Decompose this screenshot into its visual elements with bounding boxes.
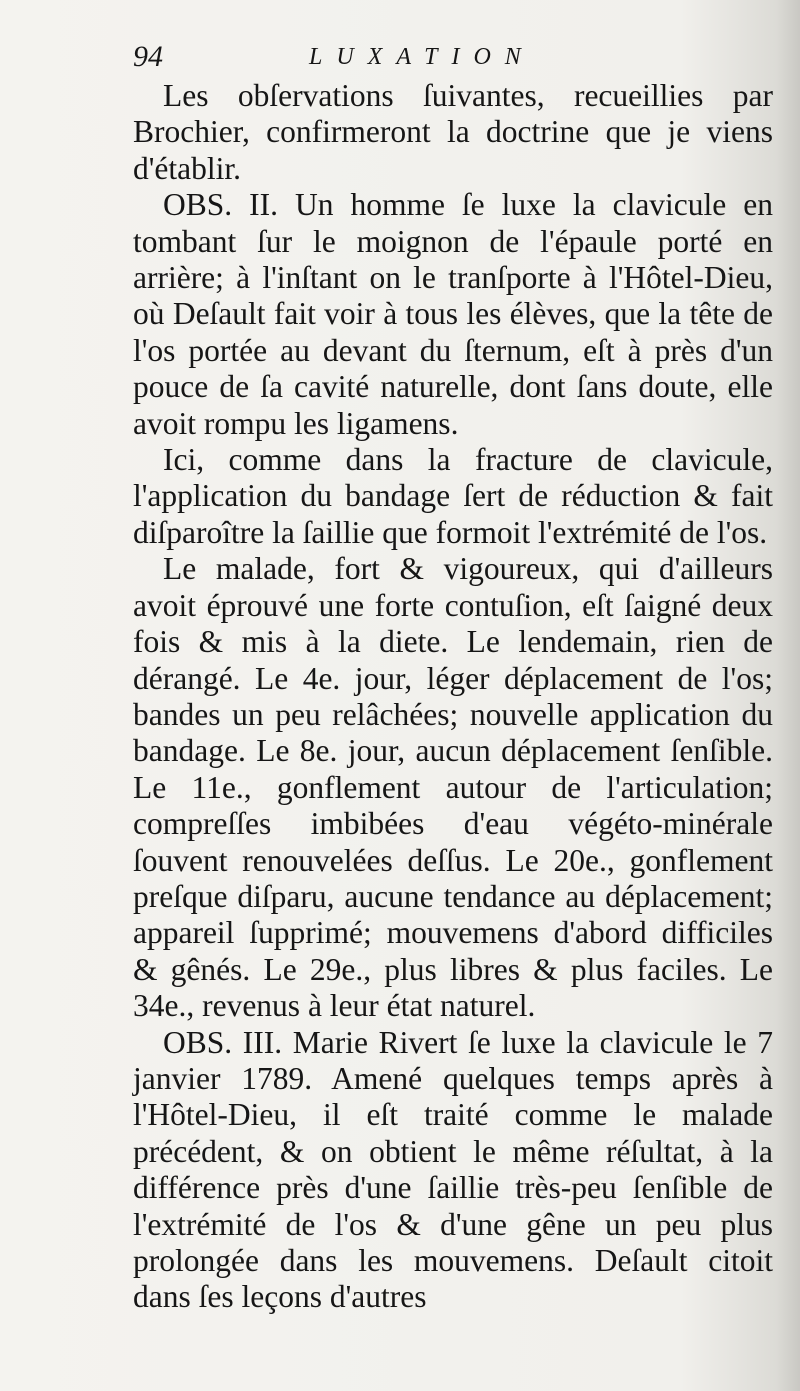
paragraph: OBS. III. Marie Rivert ſe luxe la clavicule le 7 janvier 1789. Amené quelques temps après à l'Hôtel-Dieu, il eſt traité comme le malade précédent, & on obtient le même réſultat, à la différence près d'une ſaillie très-peu ſenſible de l'extrémité de l'os & d'une gêne un peu plus prolongée dans les mouvemens. Deſault citoit dans ſes leçons d'autres [133,1024,773,1315]
paragraph: Ici, comme dans la fracture de clavicule, l'application du bandage ſert de réduction & fait diſparoître la ſaillie que formoit l'extrémité de l'os. [133,442,773,550]
paragraph: Les obſervations ſuivantes, recueillies par Brochier, confirmeront la doctrine que je viens d'établir. [133,78,773,186]
page-header [133,40,773,80]
paragraph: OBS. II. Un homme ſe luxe la clavicule en tombant ſur le moignon de l'épaule porté en arrière; à l'inſtant on le tranſporte à l'Hôtel-Dieu, où Deſault fait voir à tous les élèves, que la tête de l'os portée au devant du ſternum, eſt à près d'un pouce de ſa cavité naturelle, dont ſans doute, elle avoit rompu les ligamens. [133,187,773,441]
running-head: LUXATION [309,44,535,70]
page-number: 94 [133,40,163,73]
body-text [133,78,773,1316]
paragraph: Le malade, fort & vigoureux, qui d'ailleurs avoit éprouvé une forte contuſion, eſt ſaigné deux fois & mis à la diete. Le lendemain, rien de dérangé. Le 4e. jour, léger déplacement de l'os; bandes un peu relâchées; nouvelle application du bandage. Le 8e. jour, aucun déplacement ſenſible. Le 11e., gonflement autour de l'articulation; compreſſes imbibées d'eau végéto-minérale ſouvent renouvelées deſſus. Le 20e., gonflement preſque diſparu, aucune tendance au déplacement; appareil ſupprimé; mouvemens d'abord difficiles & gênés. Le 29e., plus libres & plus faciles. Le 34e., revenus à leur état naturel. [133,551,773,1024]
